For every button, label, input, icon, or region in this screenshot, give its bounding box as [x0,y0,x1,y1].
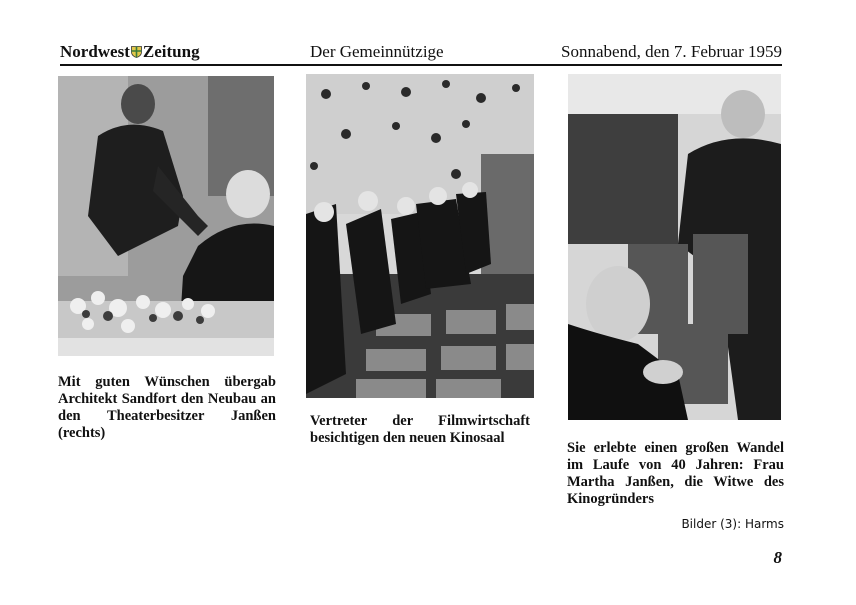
photo-handshake [58,76,274,356]
photo-credit: Bilder (3): Harms [681,517,784,531]
photo-caption-2: Vertreter der Filmwirtschaft besichtigen den neuen Kinosaal [310,413,530,446]
masthead-left: Nordwest [60,42,130,61]
header-rule [60,64,782,66]
issue-date: Sonnabend, den 7. Februar 1959 [561,42,782,61]
masthead-right: Zeitung [142,42,200,61]
coat-of-arms-icon [131,46,142,58]
photo-caption-3: Sie erlebte einen großen Wandel im Laufe von 40 Jahren: Frau Martha Janßen, die Witwe des Kinogründers [567,440,784,507]
page-number: 8 [773,548,782,567]
masthead [60,42,200,62]
photo-cinema-hall-visitors [306,74,534,398]
photo-caption-1: Mit guten Wünschen übergab Architekt Sandfort den Neubau an den Theaterbesitzer Janßen (rechts) [58,374,276,441]
photo-martha-janssen [568,74,781,420]
page-header [60,42,782,66]
column-title: Der Gemeinnützige [310,42,444,61]
